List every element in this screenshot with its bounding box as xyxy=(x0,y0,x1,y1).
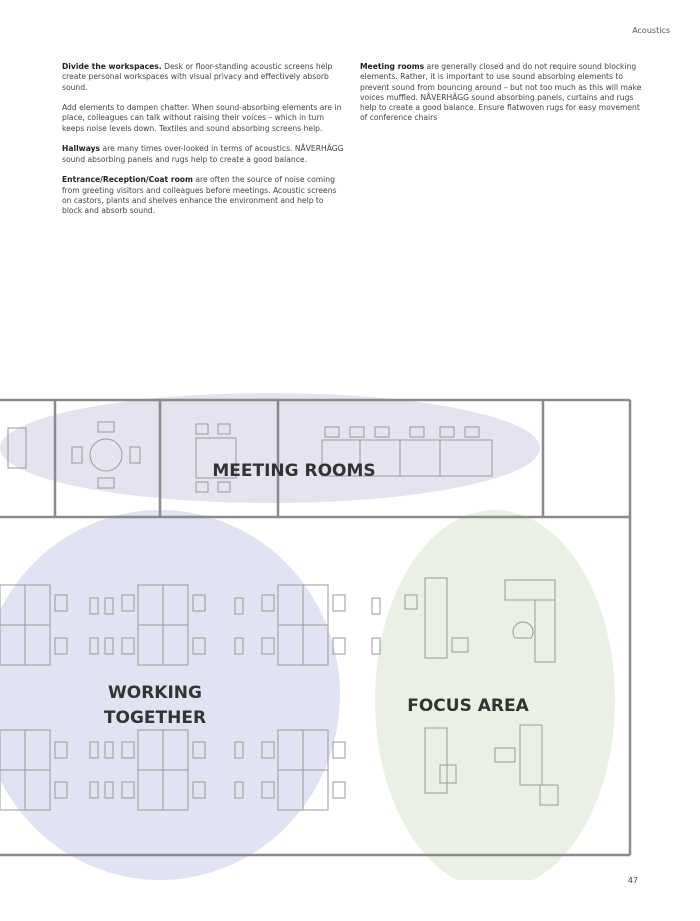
paragraph-heading: Hallways xyxy=(62,144,101,154)
paragraph-heading: Entrance/Reception/Coat room xyxy=(62,175,193,185)
paragraph-meeting-rooms xyxy=(360,62,642,124)
paragraph-chatter xyxy=(62,103,344,134)
left-text-column xyxy=(62,62,344,227)
section-header: Acoustics xyxy=(632,26,670,35)
paragraph-heading: Meeting rooms xyxy=(360,62,425,71)
paragraph-hallways xyxy=(62,144,344,165)
paragraph-body: are generally closed and do not require sound blocking elements. Rather, it is important to use sound absorbing elements to prevent sound from bouncing around – but not too much as this will make voices muffled. NÅVERHÄGG sound absorbing panels, curtains and rugs help to create a good balance. Ensure flatwoven rugs for easy movement of conference chairs xyxy=(360,62,642,123)
meeting-zone-ellipse xyxy=(0,393,540,503)
paragraph-body: are many times over-looked in terms of acoustics. NÅVERHÄGG sound absorbing panels and rugs help to create a good balance. xyxy=(62,144,344,164)
paragraph-body: Desk or floor-standing acoustic screens help create personal workspaces with visual privacy and effectively absorb sound. xyxy=(62,62,333,92)
paragraph-workspaces xyxy=(62,62,344,93)
focus-zone-ellipse xyxy=(375,510,615,880)
paragraph-body: are often the source of noise coming from greeting visitors and colleagues before meetings. Acoustic screens on castors, plants and shelves enhance the environment and help to block and absorb sound. xyxy=(62,175,337,216)
paragraph-entrance xyxy=(62,175,344,216)
working-together-label-line2: TOGETHER xyxy=(103,708,207,728)
meeting-rooms-label: MEETING ROOMS xyxy=(212,461,376,481)
paragraph-heading: Divide the workspaces. xyxy=(62,62,162,71)
focus-area-label: FOCUS AREA xyxy=(407,696,529,716)
office-floorplan xyxy=(0,380,700,880)
working-together-label-line1: WORKING xyxy=(108,683,202,703)
paragraph-body: Add elements to dampen chatter. When sound-absorbing elements are in place, colleagues can talk without raising their voices – which in turn keeps noise levels down. Textiles and sound absorbing screens help. xyxy=(62,103,342,133)
right-text-column xyxy=(360,62,642,134)
page-number: 47 xyxy=(627,876,638,885)
